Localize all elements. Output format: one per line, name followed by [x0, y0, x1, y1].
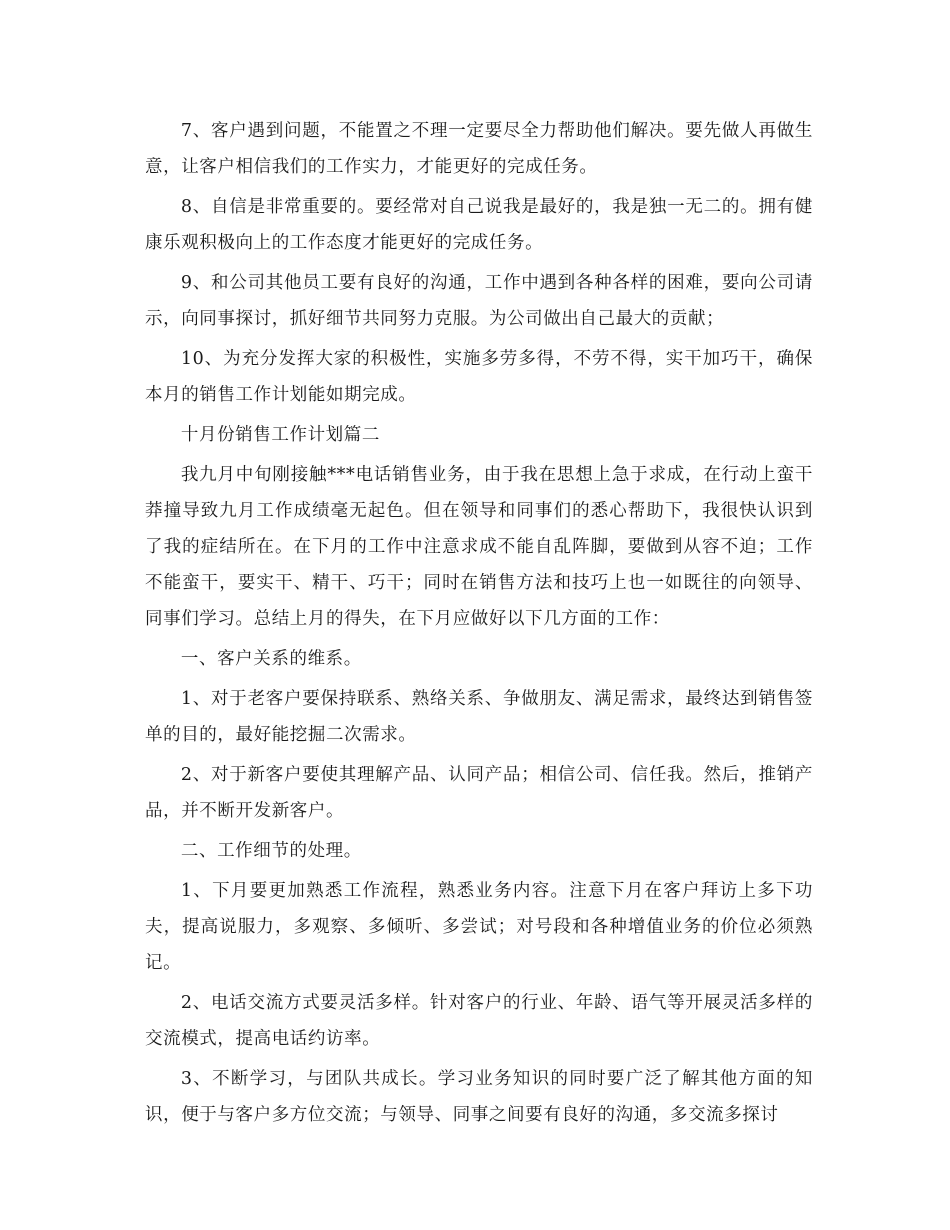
- section-heading: 十月份销售工作计划篇二: [180, 425, 380, 445]
- subheading-customer-relations: 一、客户关系的维系。: [180, 649, 362, 669]
- paragraph-phone-communication: 2、电话交流方式要灵活多样。针对客户的行业、年龄、语气等开展灵活多样的交流模式，提高电话约访率。: [145, 993, 813, 1049]
- subheading-work-details: 二、工作细节的处理。: [180, 841, 362, 861]
- intro-paragraph: 我九月中旬刚接触***电话销售业务，由于我在思想上急于求成，在行动上蛮干莽撞导致九月工作成绩毫无起色。但在领导和同事们的悉心帮助下，我很快认识到了我的症结所在。在下月的工作中注意求成不能自乱阵脚，要做到从容不迫；工作不能蛮干，要实干、精干、巧干；同时在销售方法和技巧上也一如既往的向领导、同事们学习。总结上月的得失，在下月应做好以下几方面的工作：: [145, 465, 813, 629]
- paragraph-old-customers: 1、对于老客户要保持联系、熟络关系、争做朋友、满足需求，最终达到销售签单的目的，最好能挖掘二次需求。: [145, 689, 813, 745]
- paragraph-item-8: 8、自信是非常重要的。要经常对自己说我是最好的，我是独一无二的。拥有健康乐观积极向上的工作态度才能更好的完成任务。: [145, 197, 813, 253]
- paragraph-workflow: 1、下月要更加熟悉工作流程，熟悉业务内容。注意下月在客户拜访上多下功夫，提高说服力，多观察、多倾听、多尝试；对号段和各种增值业务的价位必须熟记。: [145, 881, 813, 973]
- paragraph-new-customers: 2、对于新客户要使其理解产品、认同产品；相信公司、信任我。然后，推销产品，并不断开发新客户。: [145, 765, 813, 821]
- document-body: [145, 113, 813, 1137]
- paragraph-item-9: 9、和公司其他员工要有良好的沟通，工作中遇到各种各样的困难，要向公司请示，向同事探讨，抓好细节共同努力克服。为公司做出自己最大的贡献；: [145, 273, 813, 329]
- paragraph-item-7: 7、客户遇到问题，不能置之不理一定要尽全力帮助他们解决。要先做人再做生意，让客户相信我们的工作实力，才能更好的完成任务。: [145, 121, 813, 177]
- paragraph-item-10: 10、为充分发挥大家的积极性，实施多劳多得，不劳不得，实干加巧干，确保本月的销售工作计划能如期完成。: [145, 349, 813, 405]
- paragraph-continuous-learning: 3、不断学习，与团队共成长。学习业务知识的同时要广泛了解其他方面的知识，便于与客户多方位交流；与领导、同事之间要有良好的沟通，多交流多探讨: [145, 1069, 813, 1125]
